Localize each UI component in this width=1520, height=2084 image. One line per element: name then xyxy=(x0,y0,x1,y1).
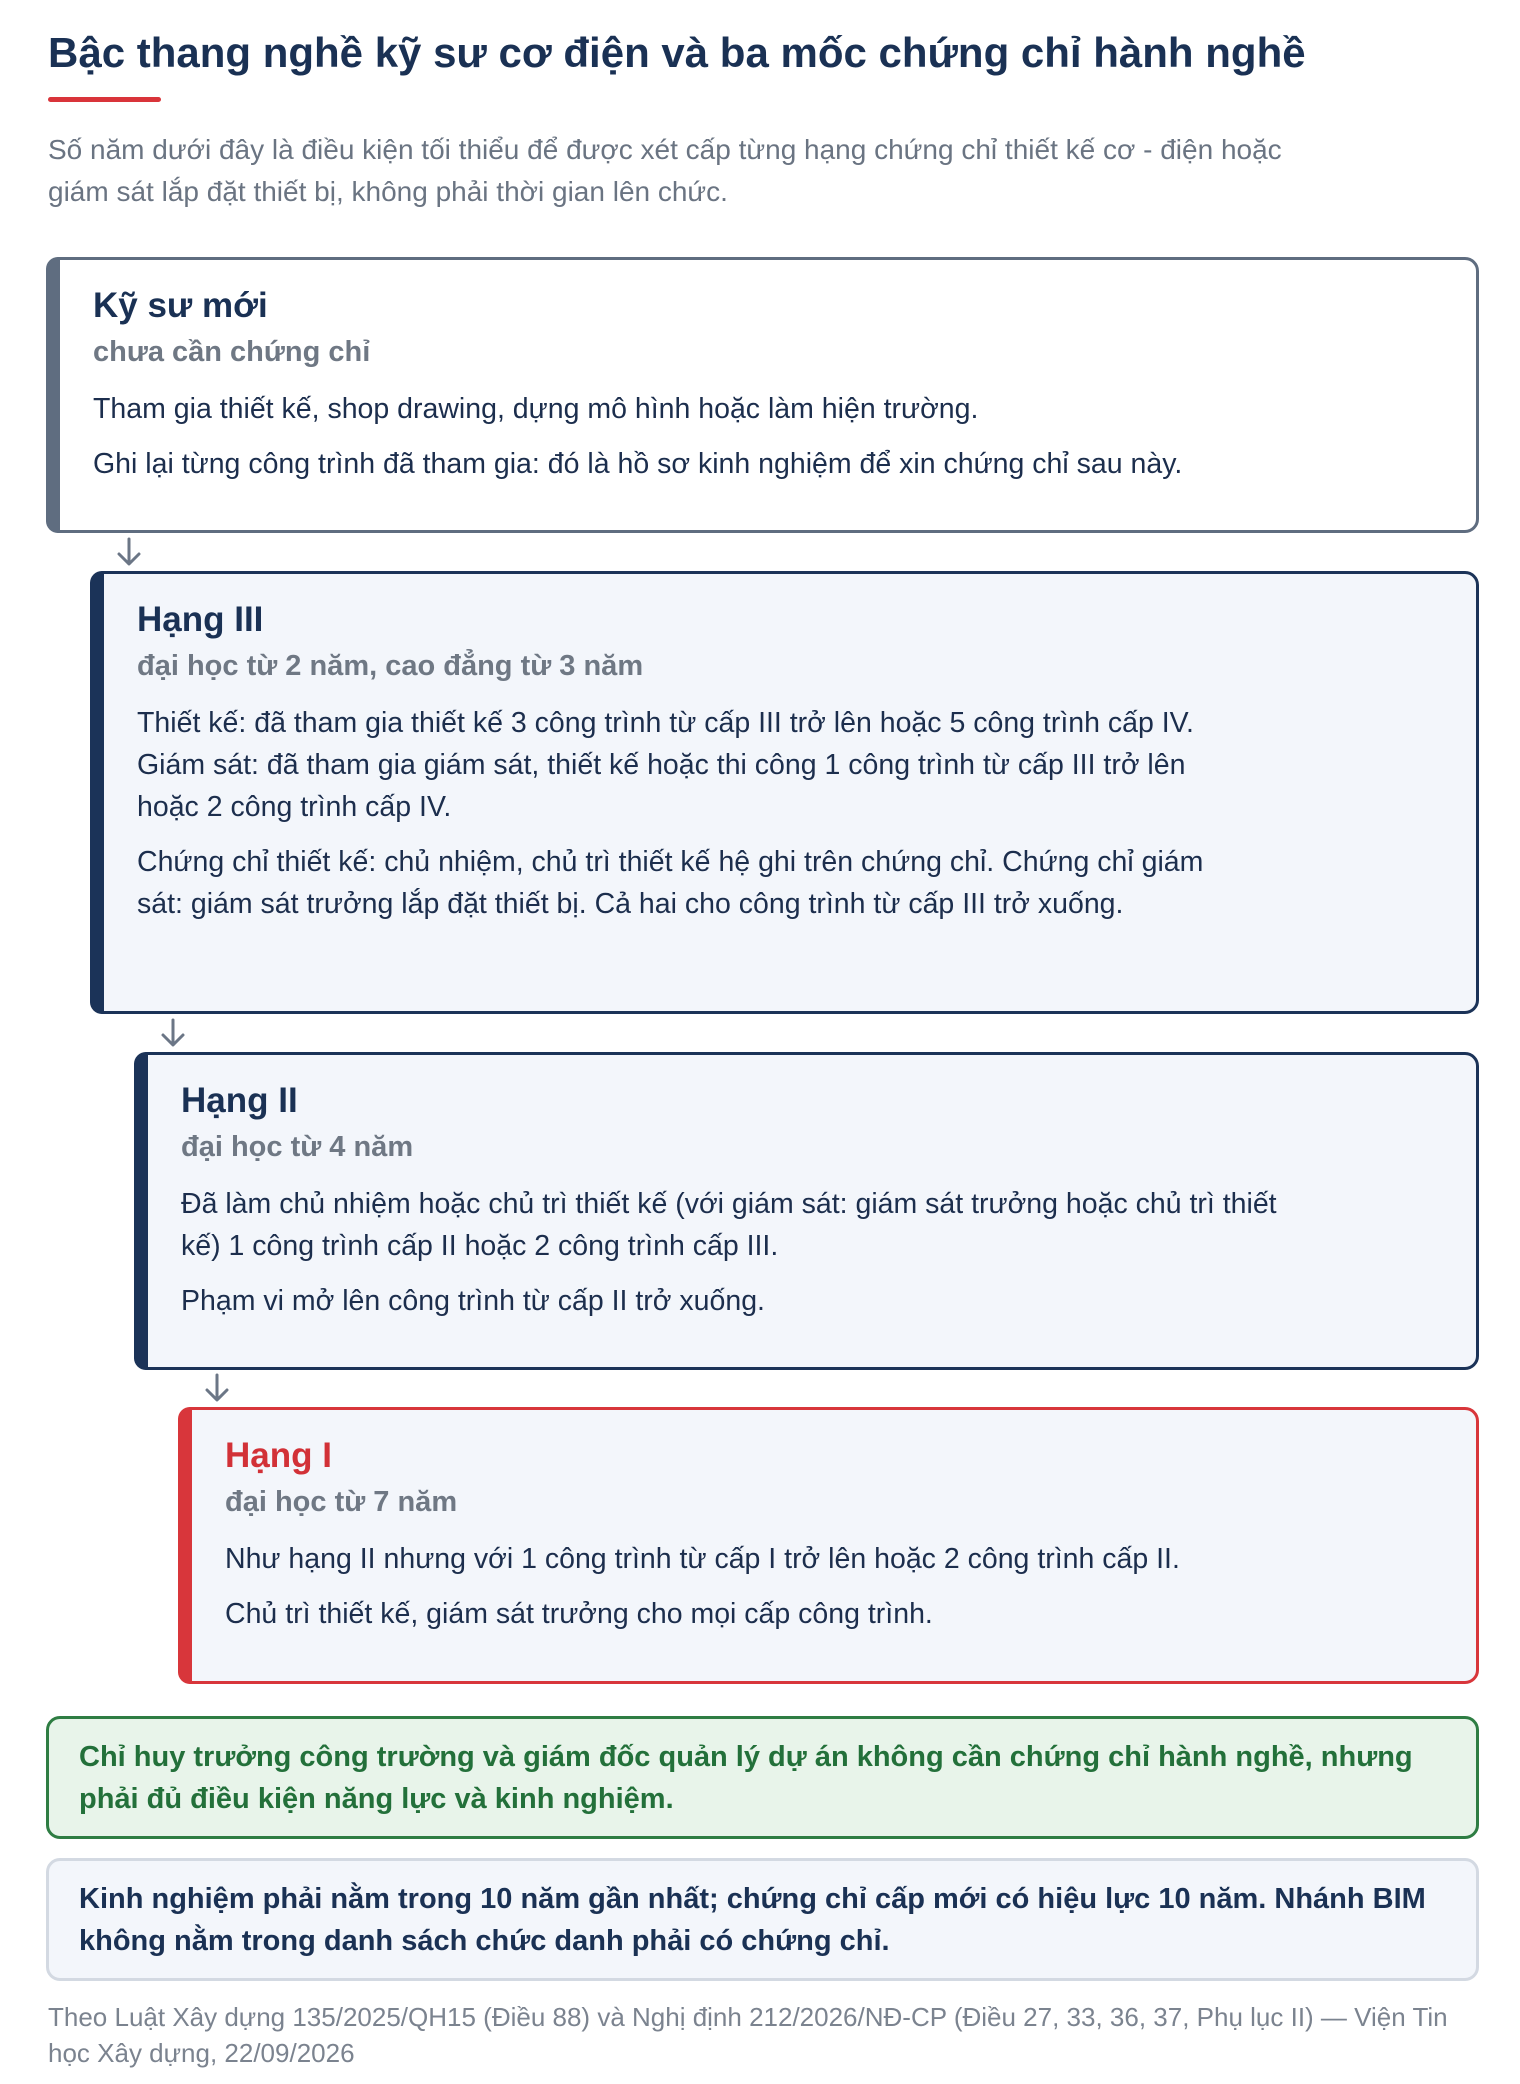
source-citation: Theo Luật Xây dựng 135/2025/QH15 (Điều 88) và Nghị định 212/2026/NĐ-CP (Điều 27, 33, 36, 37, Phụ lục II) — Viện Tin học Xây dựng, 22/09/2026 xyxy=(48,2002,1448,2068)
level-title: Hạng II xyxy=(181,1081,298,1120)
level-title: Kỹ sư mới xyxy=(93,286,268,325)
title-underline xyxy=(48,97,161,102)
note-no-certificate-roles xyxy=(46,1716,1479,1839)
level-card-grade-2 xyxy=(134,1052,1479,1370)
note-experience-validity xyxy=(46,1858,1479,1981)
level-requirement: đại học từ 7 năm xyxy=(225,1486,458,1518)
level-accent-bar xyxy=(134,1052,148,1370)
level-paragraph: Như hạng II nhưng với 1 công trình từ cấp I trở lên hoặc 2 công trình cấp II. xyxy=(225,1543,1180,1575)
arrow-down-icon xyxy=(115,537,143,567)
note-text: Chỉ huy trưởng công trường và giám đốc quản lý dự án không cần chứng chỉ hành nghề, nhưng phải đủ điều kiện năng lực và kinh nghiệm. xyxy=(79,1741,1413,1815)
level-card-body xyxy=(93,282,1436,498)
level-card-body xyxy=(137,596,1436,938)
level-paragraph: Thiết kế: đã tham gia thiết kế 3 công trình từ cấp III trở lên hoặc 5 công trình cấp IV. Giám sát: đã tham gia giám sát, thiết kế hoặc thi công 1 công trình từ cấp III trở lên hoặc 2 công trình cấp IV. xyxy=(137,707,1194,823)
level-requirement: đại học từ 2 năm, cao đẳng từ 3 năm xyxy=(137,650,644,682)
level-paragraph: Tham gia thiết kế, shop drawing, dựng mô hình hoặc làm hiện trường. xyxy=(93,393,979,425)
level-card-new-engineer xyxy=(46,257,1479,533)
level-accent-bar xyxy=(178,1407,192,1684)
level-card-grade-3 xyxy=(90,571,1479,1014)
level-paragraph: Chứng chỉ thiết kế: chủ nhiệm, chủ trì thiết kế hệ ghi trên chứng chỉ. Chứng chỉ giám sát: giám sát trưởng lắp đặt thiết bị. Cả hai cho công trình từ cấp III trở xuống. xyxy=(137,846,1204,920)
level-title: Hạng I xyxy=(225,1436,332,1475)
level-paragraph: Chủ trì thiết kế, giám sát trưởng cho mọi cấp công trình. xyxy=(225,1598,933,1630)
page-title: Bậc thang nghề kỹ sư cơ điện và ba mốc chứng chỉ hành nghề xyxy=(48,29,1306,76)
arrow-down-icon xyxy=(203,1373,231,1403)
level-title: Hạng III xyxy=(137,600,264,639)
level-paragraph: Phạm vi mở lên công trình từ cấp II trở xuống. xyxy=(181,1285,765,1317)
level-requirement: chưa cần chứng chỉ xyxy=(93,336,371,368)
level-accent-bar xyxy=(90,571,104,1014)
level-card-grade-1 xyxy=(178,1407,1479,1684)
arrow-down-icon xyxy=(159,1018,187,1048)
level-paragraph: Ghi lại từng công trình đã tham gia: đó là hồ sơ kinh nghiệm để xin chứng chỉ sau này. xyxy=(93,448,1183,480)
note-text: Kinh nghiệm phải nằm trong 10 năm gần nhất; chứng chỉ cấp mới có hiệu lực 10 năm. Nhánh BIM không nằm trong danh sách chức danh phải có chứng chỉ. xyxy=(79,1883,1426,1957)
level-paragraph: Đã làm chủ nhiệm hoặc chủ trì thiết kế (với giám sát: giám sát trưởng hoặc chủ trì thiết kế) 1 công trình cấp II hoặc 2 công trình cấp III. xyxy=(181,1188,1277,1262)
level-card-body xyxy=(225,1432,1436,1648)
page-subtitle: Số năm dưới đây là điều kiện tối thiểu để được xét cấp từng hạng chứng chỉ thiết kế cơ - điện hoặc giám sát lắp đặt thiết bị, không phải thời gian lên chức. xyxy=(48,134,1282,207)
level-accent-bar xyxy=(46,257,60,533)
level-requirement: đại học từ 4 năm xyxy=(181,1131,414,1163)
level-card-body xyxy=(181,1077,1436,1335)
